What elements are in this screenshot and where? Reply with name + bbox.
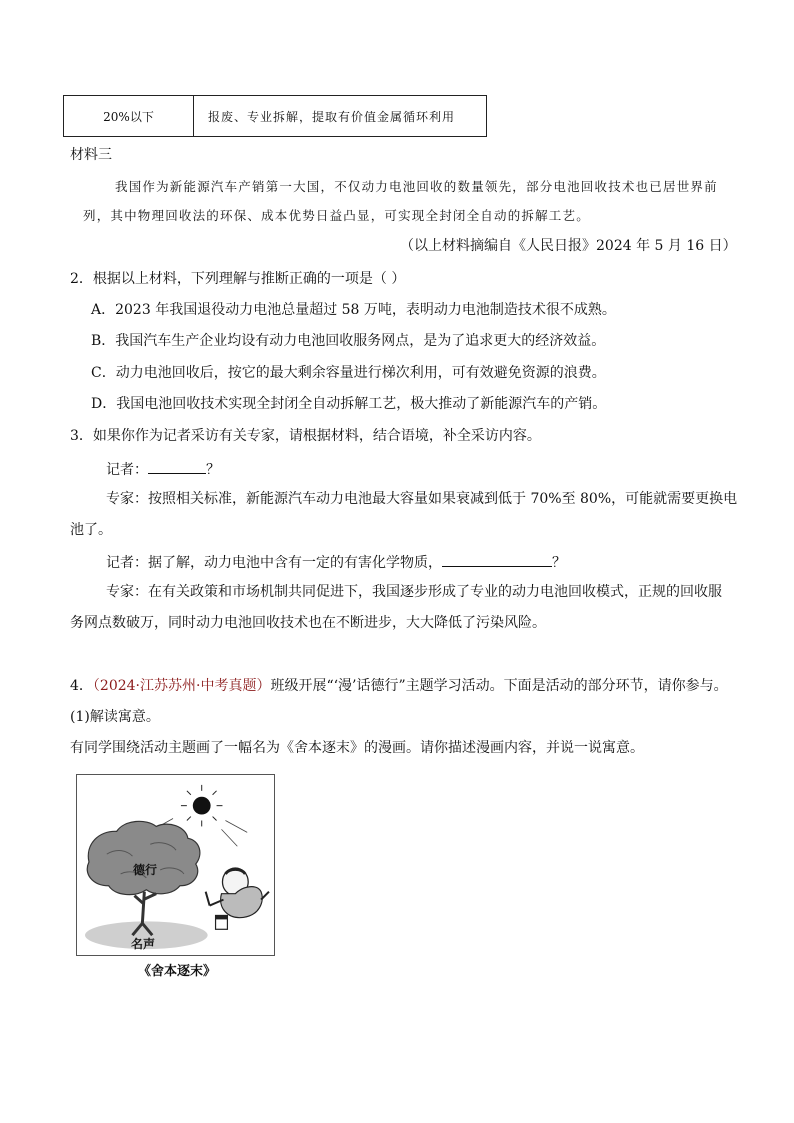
q2-option-b: B．我国汽车生产企业均设有动力电池回收服务网点，是为了追求更大的经济效益。	[91, 333, 606, 349]
q4-prompt: 有同学围绕活动主题画了一幅名为《舍本逐末》的漫画。请你描述漫画内容，并说一说寓意。	[70, 740, 644, 756]
material3-title: 材料三	[70, 147, 112, 163]
q2-option-c: C．动力电池回收后，按它的最大剩余容量进行梯次利用，可有效避免资源的浪费。	[91, 365, 606, 381]
answer-blank-2[interactable]	[442, 552, 552, 567]
cartoon-label-root: 名声	[131, 937, 156, 951]
cartoon-label-tree: 德行	[133, 863, 158, 877]
q2-option-d: D．我国电池回收技术实现全封闭全自动拆解工艺，极大推动了新能源汽车的产销。	[91, 396, 607, 412]
material3-line1: 我国作为新能源汽车产销第一大国，不仅动力电池回收的数量领先，部分电池回收技术也已居世界前	[115, 179, 718, 194]
table-cell-capacity: 20%以下	[64, 96, 194, 136]
q3-expert1-line2: 池了。	[70, 522, 112, 538]
q3-expert2-line2: 务网点数破万，同时动力电池回收技术也在不断进步，大大降低了污染风险。	[70, 615, 546, 631]
material3-line2: 列，其中物理回收法的环保、成本优势日益凸显，可实现全封闭全自动的拆解工艺。	[83, 208, 590, 223]
cartoon-caption: 《舍本逐末》	[138, 964, 217, 979]
recycling-table-row	[63, 95, 487, 137]
q3-expert2-line1: 专家：在有关政策和市场机制共同促进下，我国逐步形成了专业的动力电池回收模式，正规的回收服	[106, 584, 722, 600]
q4-source: （2024·江苏苏州·中考真题）	[92, 678, 271, 694]
q3-expert1-line1: 专家：按照相关标准，新能源汽车动力电池最大容量如果衰减到低于 70%至 80%，可能就需要更换电	[106, 491, 738, 507]
material3-source: （以上材料摘编自《人民日报》2024 年 5 月 16 日）	[400, 238, 737, 254]
q3-reporter1-label: 记者：	[106, 462, 148, 478]
table-cell-method: 报废、专业拆解，提取有价值金属循环利用	[208, 109, 456, 124]
man-painting-icon	[206, 868, 269, 929]
q3-reporter1-end: ？	[206, 462, 220, 478]
q4-number: 4．	[70, 678, 93, 694]
cartoon-image	[76, 774, 275, 956]
q2-stem: 2．根据以上材料，下列理解与推断正确的一项是（ ）	[70, 271, 406, 287]
q3-reporter2	[106, 552, 566, 572]
q3-reporter1	[106, 459, 220, 479]
q4-sub1: (1)解读寓意。	[70, 709, 160, 725]
q3-reporter2-end: ？	[552, 555, 566, 571]
q2-option-a: A．2023 年我国退役动力电池总量超过 58 万吨，表明动力电池制造技术很不成熟。	[91, 302, 616, 318]
q3-stem: 3．如果你作为记者采访有关专家，请根据材料，结合语境，补全采访内容。	[70, 428, 541, 444]
q3-reporter2-text: 记者：据了解，动力电池中含有一定的有害化学物质，	[106, 555, 442, 571]
q4-stem: 班级开展“‘漫’话德行”主题学习活动。下面是活动的部分环节，请你参与。	[270, 678, 728, 694]
tree-icon	[87, 821, 200, 935]
q4-stem-line	[70, 677, 728, 695]
answer-blank-1[interactable]	[148, 459, 206, 474]
